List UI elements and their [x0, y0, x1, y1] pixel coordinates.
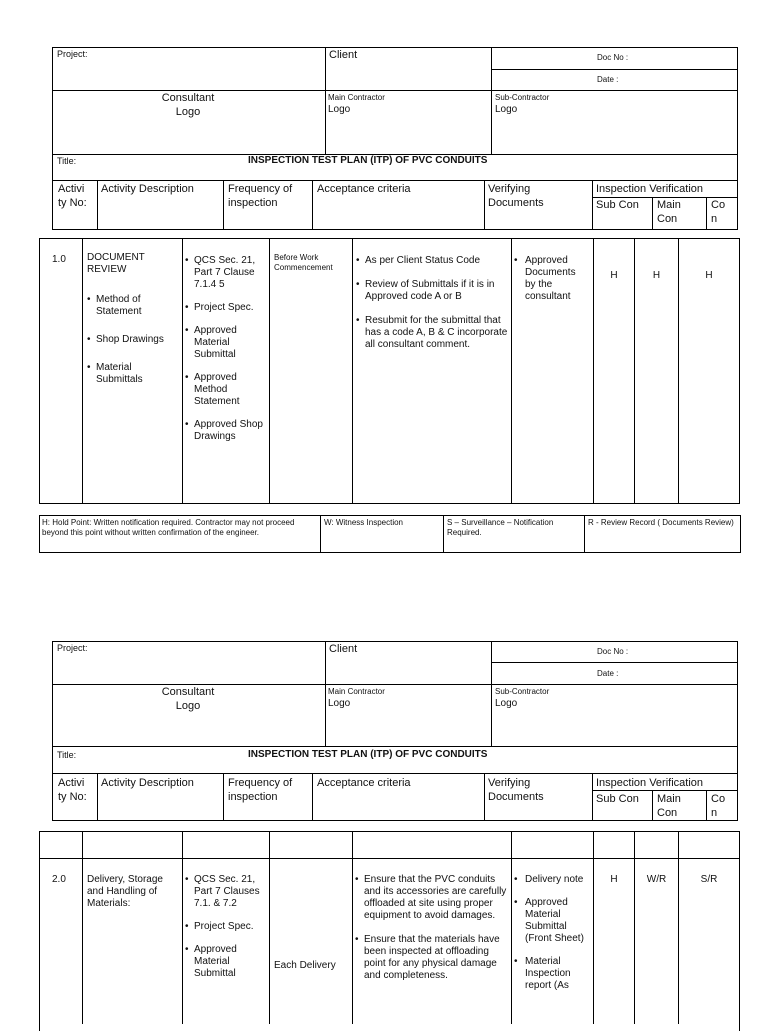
main-contractor-logo: Logo [328, 104, 351, 115]
list-item: • Ensure that the PVC conduits and its accessories are carefully offloaded at site using proper equipment to avoid damages. [355, 874, 507, 922]
legend-hold: H: Hold Point: Written notification required. Contractor may not proceed beyond this point without written confirmation of the engineer. [42, 518, 295, 537]
legend-surveillance: S – Surveillance – Notification Required. [447, 518, 554, 537]
col-activity-no: Activi ty No: [58, 777, 87, 803]
list-item: • As per Client Status Code [356, 255, 508, 267]
list-item: • Approved Shop Drawings [185, 419, 267, 443]
activity-2-references [185, 874, 267, 991]
col-main-con: Main Con [657, 199, 681, 225]
col-activity-description: Activity Description [101, 777, 194, 789]
activity-1-main-con: H [652, 270, 661, 281]
activity-2-sub-con: H [610, 874, 618, 885]
col-con: Co n [711, 199, 726, 225]
list-item: • Shop Drawings [87, 334, 175, 346]
col-verifying: Verifying Documents [488, 777, 544, 803]
activity-1-acceptance [356, 255, 508, 363]
activity-1-references [185, 255, 267, 454]
project-label: Project: [57, 49, 88, 59]
project-label: Project: [57, 643, 88, 653]
list-item: • Project Spec. [185, 302, 267, 314]
activity-2-con: S/R [700, 874, 718, 885]
activity-2-acceptance [355, 874, 507, 994]
title-label: Title: [57, 750, 77, 760]
main-contractor-label: Main Contractor [328, 93, 385, 102]
activity-1-description: DOCUMENT REVIEW • Method of Statement • Shop Drawings • Material Submittals [87, 252, 175, 402]
list-item: • Method of Statement [87, 294, 175, 318]
col-acceptance: Acceptance criteria [317, 183, 411, 195]
legend-review: R - Review Record ( Documents Review) [588, 518, 734, 527]
list-item: • Ensure that the materials have been inspected at offloading point for any physical damage and completeness. [355, 934, 507, 982]
activity-2-verifying [514, 874, 590, 1003]
list-item: • Approved Material Submittal [185, 944, 267, 980]
main-contractor-logo: Logo [328, 698, 351, 709]
activity-1-frequency: Before Work Commencement [274, 253, 333, 272]
activity-2-number: 2.0 [52, 874, 66, 885]
list-item: • Approved Method Statement [185, 372, 267, 408]
activity-1-sub-con: H [610, 270, 618, 281]
sub-contractor-label: Sub-Contractor [495, 93, 550, 102]
list-item: • Resubmit for the submittal that has a code A, B & C incorporate all consultant comment. [356, 315, 508, 351]
col-activity-no: Activi ty No: [58, 183, 87, 209]
col-inspection-verification: Inspection Verification [596, 777, 704, 789]
consultant-logo: Consultant Logo [161, 92, 215, 118]
client-label: Client [329, 643, 358, 655]
col-sub-con: Sub Con [596, 793, 639, 805]
list-item: • Approved Material Submittal [185, 325, 267, 361]
legend-witness: W: Witness Inspection [324, 518, 403, 527]
sub-contractor-logo: Logo [495, 698, 518, 709]
list-item: • Delivery note [514, 874, 590, 886]
title-label: Title: [57, 156, 77, 166]
activity-2-description: Delivery, Storage and Handling of Materials: [87, 874, 163, 909]
list-item: • QCS Sec. 21, Part 7 Clause 7.1.4 5 [185, 255, 267, 291]
col-con: Co n [711, 793, 726, 819]
col-acceptance: Acceptance criteria [317, 777, 411, 789]
col-verifying: Verifying Documents [488, 183, 544, 209]
list-item: • Approved Material Submittal (Front Sheet) [514, 897, 590, 945]
main-contractor-label: Main Contractor [328, 687, 385, 696]
doc-no-label: Doc No : [597, 53, 629, 62]
sub-contractor-logo: Logo [495, 104, 518, 115]
col-frequency: Frequency of inspection [228, 183, 293, 209]
activity-1-con: H [705, 270, 713, 281]
col-sub-con: Sub Con [596, 199, 639, 211]
document-title: INSPECTION TEST PLAN (ITP) OF PVC CONDUITS [248, 749, 488, 760]
sub-contractor-label: Sub-Contractor [495, 687, 550, 696]
list-item: • Review of Submittals if it is in Approved code A or B [356, 279, 508, 303]
list-item: • QCS Sec. 21, Part 7 Clauses 7.1. & 7.2 [185, 874, 267, 910]
col-main-con: Main Con [657, 793, 681, 819]
date-label: Date : [597, 75, 619, 84]
activity-2-frequency: Each Delivery [274, 960, 336, 971]
col-frequency: Frequency of inspection [228, 777, 293, 803]
doc-no-label: Doc No : [597, 647, 629, 656]
consultant-logo: Consultant Logo [161, 686, 215, 712]
list-item: • Material Submittals [87, 362, 175, 386]
client-label: Client [329, 49, 358, 61]
document-title: INSPECTION TEST PLAN (ITP) OF PVC CONDUITS [248, 155, 488, 166]
list-item: • Material Inspection report (As [514, 956, 590, 992]
date-label: Date : [597, 669, 619, 678]
col-activity-description: Activity Description [101, 183, 194, 195]
list-item: • Approved Documents by the consultant [514, 255, 586, 303]
activity-2-main-con: W/R [646, 874, 667, 885]
activity-1-verifying [514, 255, 586, 303]
col-inspection-verification: Inspection Verification [596, 183, 704, 195]
list-item: • Project Spec. [185, 921, 267, 933]
activity-1-number: 1.0 [52, 254, 66, 265]
